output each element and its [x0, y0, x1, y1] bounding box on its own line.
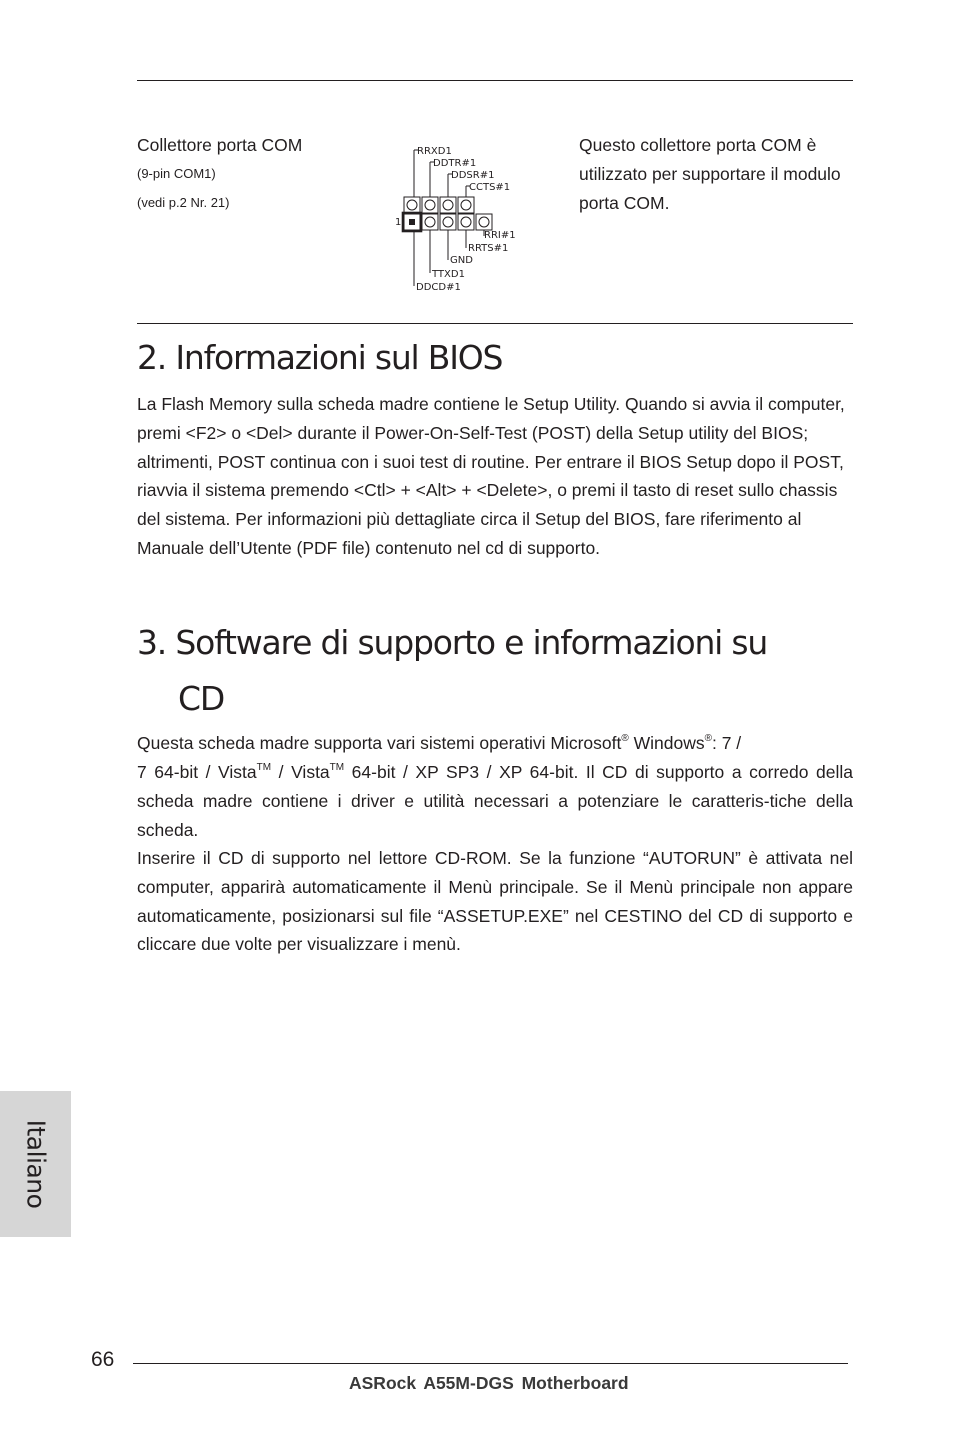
os-text-b: Windows	[628, 733, 705, 753]
section-rule	[137, 323, 853, 324]
section3-title-line1: 3. Software di supporto e informazioni su	[137, 623, 768, 662]
com-header-ref: (vedi p.2 Nr. 21)	[137, 195, 230, 210]
top-rule	[137, 80, 853, 81]
pin-number-1: 1	[395, 217, 402, 228]
section2-title: 2. Informazioni sul BIOS	[137, 338, 503, 377]
trademark-mark: TM	[256, 762, 272, 774]
os-text-e: / Vista	[271, 762, 330, 782]
language-side-tab-label: Italiano	[21, 1119, 50, 1209]
section3-paragraph2: Inserire il CD di supporto nel lettore CD-ROM. Se la funzione “AUTORUN” è attivata nel computer, apparirà automaticamente il Menù principale. Se il Menù principale non appare automaticamente, posizionarsi sul file “ASSETUP.EXE” nel CESTINO del CD di supporto e cliccare due volte per visualizzare i menù.	[137, 848, 853, 955]
com-header-label: Collettore porta COM	[137, 135, 303, 155]
pin-label-rrts1: RRTS#1	[468, 243, 509, 254]
pin-label-rrxd1: RRXD1	[417, 146, 452, 157]
os-text-f: 64-bit / XP SP3 / XP 64-bit. Il CD di supporto a corredo della scheda madre contiene i driver e utilità necessari a potenziare le caratteris-tiche della scheda.	[137, 762, 853, 840]
section3-paragraph1	[137, 758, 853, 844]
pin-label-ccts1: CCTS#1	[469, 182, 511, 193]
section3-paragraph1-line1	[137, 729, 853, 758]
os-text-a: Questa scheda madre supporta vari sistemi operativi Microsoft	[137, 733, 622, 753]
footer-title: ASRock A55M-DGS Motherboard	[349, 1373, 629, 1393]
pin-label-ddtr1: DDTR#1	[433, 158, 477, 169]
com-header-description: Questo collettore porta COM è utilizzato per supportare il modulo porta COM.	[579, 135, 841, 213]
os-text-c: : 7 /	[711, 733, 742, 753]
trademark-mark-2: TM	[329, 762, 345, 774]
footer-rule	[133, 1363, 848, 1364]
registered-mark-2: ®	[704, 733, 712, 745]
pin-label-ddsr1: DDSR#1	[451, 170, 495, 181]
section3-title-line2: CD	[178, 679, 225, 718]
section2-body: La Flash Memory sulla scheda madre contiene le Setup Utility. Quando si avvia il computer, premi <F2> o <Del> durante il Power-On-Self-Test (POST) della Setup utility del BIOS; altrimenti, POST continua con i suoi test di routine. Per entrare il BIOS Setup dopo il POST, riavvia il sistema premendo <Ctl> + <Alt> + <Delete>, o premi il tasto di reset sullo chassis del sistema. Per informazioni più dettagliate circa il Setup del BIOS, fare riferimento al Manuale dell’Utente (PDF file) contenuto nel cd di supporto.	[137, 394, 845, 558]
language-side-tab	[0, 1091, 71, 1237]
com-header-pins: (9-pin COM1)	[137, 166, 216, 181]
pin-label-ddcd1: DDCD#1	[416, 282, 461, 293]
com-pin-diagram	[392, 140, 522, 298]
pin-label-gnd: GND	[450, 255, 473, 266]
registered-mark: ®	[621, 733, 629, 745]
os-text-d: 7 64-bit / Vista	[137, 762, 257, 782]
pin-label-ttxd1: TTXD1	[432, 269, 465, 280]
page-number: 66	[91, 1348, 115, 1371]
pin-label-rri1: RRI#1	[484, 230, 516, 241]
